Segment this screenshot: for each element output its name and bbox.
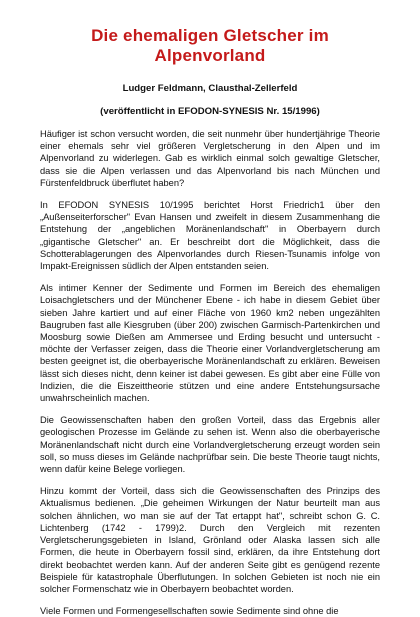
article-body	[40, 128, 380, 617]
paragraph-2: In EFODON SYNESIS 10/1995 berichtet Horst Friedrich1 über den „Außenseiterforscher" Evan Hansen und zweifelt in diesem Zusammenhang die Entstehung der „angeblichen Moränenlandschaft" in Oberbayern durch „gigantische Gletscher" an. Er beschreibt dort die Möglichkeit, dass die Schotterablagerungen des Alpenvorlandes durch Riesen-Tsunamis infolge von Impakt-Ereignissen südlich der Alpen entstanden seien.	[40, 200, 380, 272]
paragraph-1: Häufiger ist schon versucht worden, die seit nunmehr über hundertjährige Theorie einer ehemals sehr viel größeren Vergletscherung in den Alpen und im Alpenvorland zu widerlegen. Gab es wirklich einmal solch gewaltige Gletscher, dass sie die Alpen verlassen und das Alpenvorland bis nach München und Fürstenfeldbruck überflutet haben?	[40, 129, 380, 188]
title-line-2: Alpenvorland	[154, 46, 266, 65]
title-line-1: Die ehemaligen Gletscher im	[91, 26, 329, 45]
publication-line: (veröffentlicht in EFODON-SYNESIS Nr. 15/1996)	[100, 106, 320, 117]
paragraph-4: Die Geowissenschaften haben den großen Vorteil, dass das Ergebnis aller geologischen Prozesse im Gelände zu sehen ist. Wenn also die oberbayerische Moränenlandschaft nicht durch eine Vorlandvergletscherung erzeugt worden sein soll, so muss dieses im Gelände nachprüfbar sein. Die beste Theorie taugt nichts, wenn dafür keine Belege vorliegen.	[40, 415, 380, 475]
document-title	[40, 26, 380, 66]
paragraph-6: Viele Formen und Formengesellschaften sowie Sedimente sind ohne die	[40, 606, 339, 617]
paragraph-5: Hinzu kommt der Vorteil, dass sich die Geowissenschaften des Prinzips des Aktualismus bedienen. „Die geheimen Wirkungen der Natur beurteilt man aus solchen ähnlichen, wo man sie auf der Tat ertappt hat", schreibt schon G. C. Lichtenberg (1742 - 1799)2. Durch den Vergleich mit rezenten Vergletscherungsgebieten in Island, Grönland oder Alaska lassen sich alle Formen, die heute in Oberbayern fossil sind, erklären, da ihre Entstehung dort direkt beobachtet werden kann. Auf der anderen Seite gibt es genügend rezente Beispiele für katastrophale Überflutungen. In solchen Gebieten ist noch nie ein solcher Formenschatz wie in Oberbayern beobachtet worden.	[40, 486, 380, 594]
paragraph-3: Als intimer Kenner der Sedimente und Formen im Bereich des ehemaligen Loisachgletschers und der Münchener Ebene - ich habe in diesem Gebiet über sieben Jahre kartiert und auf einer Fläche von 1960 km2 neben ungezählten Baugruben fast alle Kiesgruben (über 200) zwischen Garmisch-Partenkirchen und Moosburg sowie Dießen am Ammersee und Erding besucht und untersucht - möchte der Verfasser zeigen, dass die Theorie einer Vorlandvergletscherung am besten geeignet ist, die oberbayerische Moränenlandschaft zu erklären. Beweisen lässt sich dieses nicht, denn keiner ist dabei gewesen. Es gibt aber eine Fülle von Indizien, die die Eiszeittheorie stützen und eine andere Entstehungsursache unwahrscheinlich machen.	[40, 283, 380, 404]
author-line: Ludger Feldmann, Clausthal-Zellerfeld	[122, 83, 298, 94]
